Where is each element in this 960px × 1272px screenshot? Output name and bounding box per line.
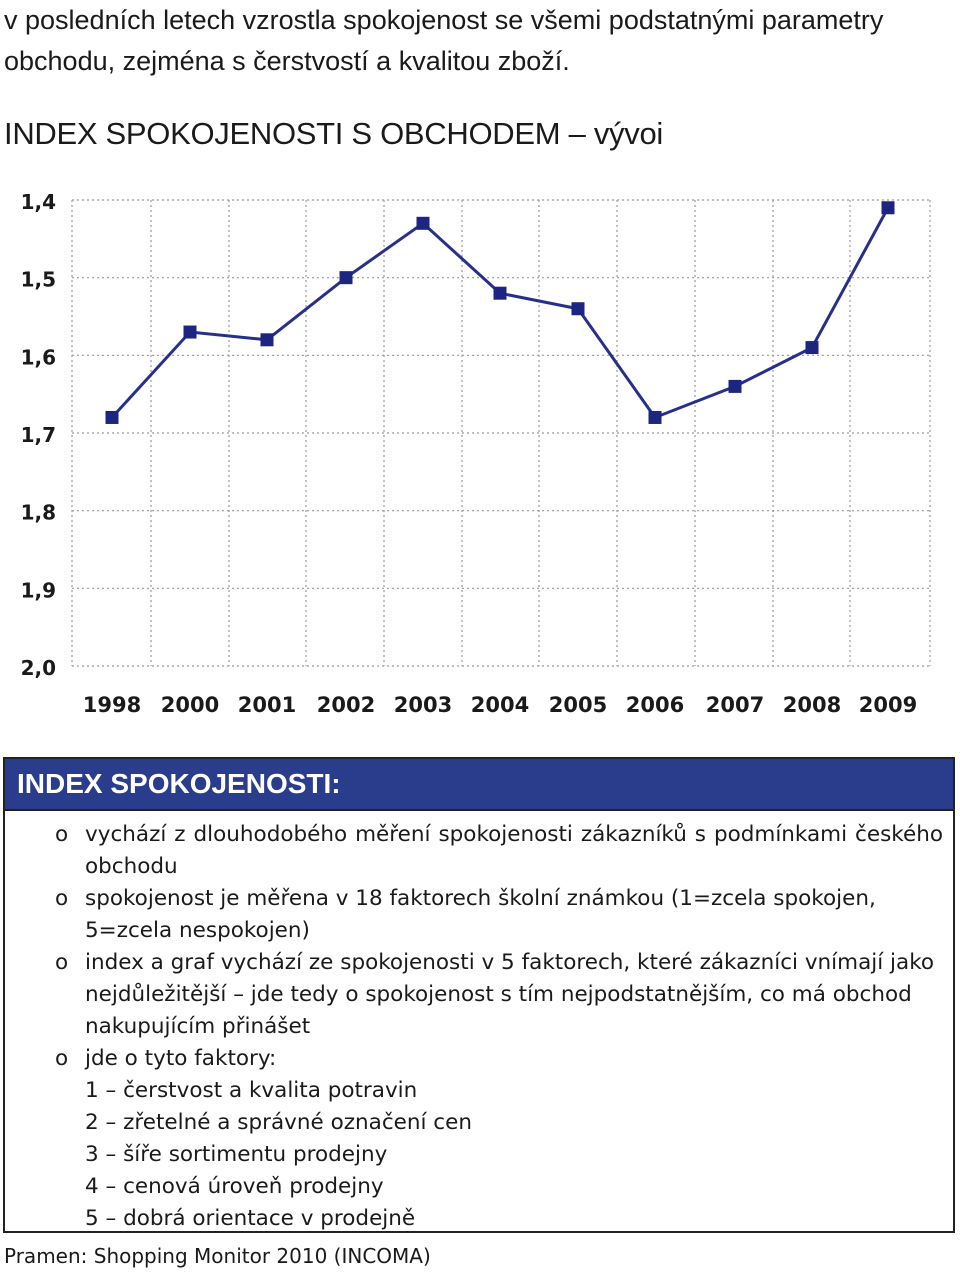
info-box-heading: INDEX SPOKOJENOSTI: [5,759,953,811]
line-chart [0,176,960,736]
x-tick-label: 1998 [82,693,142,717]
factor-item: 1 – čerstvost a kvalita potravin [85,1078,418,1103]
data-point [106,411,119,424]
index-info-box [3,757,955,1233]
bullet-item [5,883,953,947]
bullet-mark: o [55,950,69,975]
x-tick-label: 2009 [858,693,918,717]
x-tick-label: 2006 [625,693,685,717]
factor-item: 5 – dobrá orientace v prodejně [85,1206,416,1231]
x-tick-label: 2008 [782,693,842,717]
intro-paragraph: v posledních letech vzrostla spokojenost se všemi podstatnými parametry obchodu, zejména s čerstvostí a kvalitou zboží. [4,5,884,76]
data-point [729,380,742,393]
bullet-item [5,947,953,1043]
x-tick-label: 2002 [316,693,376,717]
data-point [572,302,585,315]
bullet-mark: o [55,1046,69,1071]
factor-item: 3 – šíře sortimentu prodejny [85,1142,388,1167]
factor-item: 4 – cenová úroveň prodejny [85,1174,384,1199]
y-tick-label: 1,6 [20,345,56,370]
source-note: Pramen: Shopping Monitor 2010 (INCOMA) [4,1244,431,1268]
chart-title: INDEX SPOKOJENOSTI S OBCHODEM – vývoi [4,116,663,151]
data-point [184,326,197,339]
y-tick-label: 1,4 [20,190,56,214]
x-tick-label: 2005 [548,693,608,717]
bullet-item [5,1043,953,1075]
data-point [649,411,662,424]
data-point [261,333,274,346]
data-point [882,201,895,214]
info-box-body [5,811,953,1235]
y-tick-label: 1,7 [20,423,56,447]
bullet-text: vychází z dlouhodobého měření spokojenosti zákazníků s podmínkami českého obchodu [85,822,943,879]
data-point [494,287,507,300]
y-tick-label: 1,8 [20,500,56,525]
x-tick-label: 2004 [470,693,530,717]
bullet-mark: o [55,886,69,911]
data-point [340,271,353,284]
y-tick-label: 1,9 [20,578,56,603]
data-point [417,217,430,230]
factor-item: 2 – zřetelné a správné označení cen [85,1110,472,1135]
bullet-text: index a graf vychází ze spokojenosti v 5 faktorech, které zákazníci vnímají jako nejdůležitější – jde tedy o spokojenost s tím nejpodstatnějším, co má obchod nakupujícím přinášet [85,950,935,1039]
bullet-text: spokojenost je měřena v 18 faktorech školní známkou (1=zcela spokojen, 5=zcela nespokojen) [85,886,876,943]
data-point [806,341,819,354]
y-tick-label: 2,0 [20,656,56,680]
y-tick-label: 1,5 [20,267,56,292]
x-tick-label: 2001 [237,693,297,717]
bullet-text: jde o tyto faktory: [85,1046,277,1071]
x-tick-label: 2007 [705,693,765,717]
x-tick-label: 2003 [393,693,453,717]
x-tick-label: 2000 [160,693,220,717]
bullet-item [5,819,953,883]
bullet-mark: o [55,822,69,847]
